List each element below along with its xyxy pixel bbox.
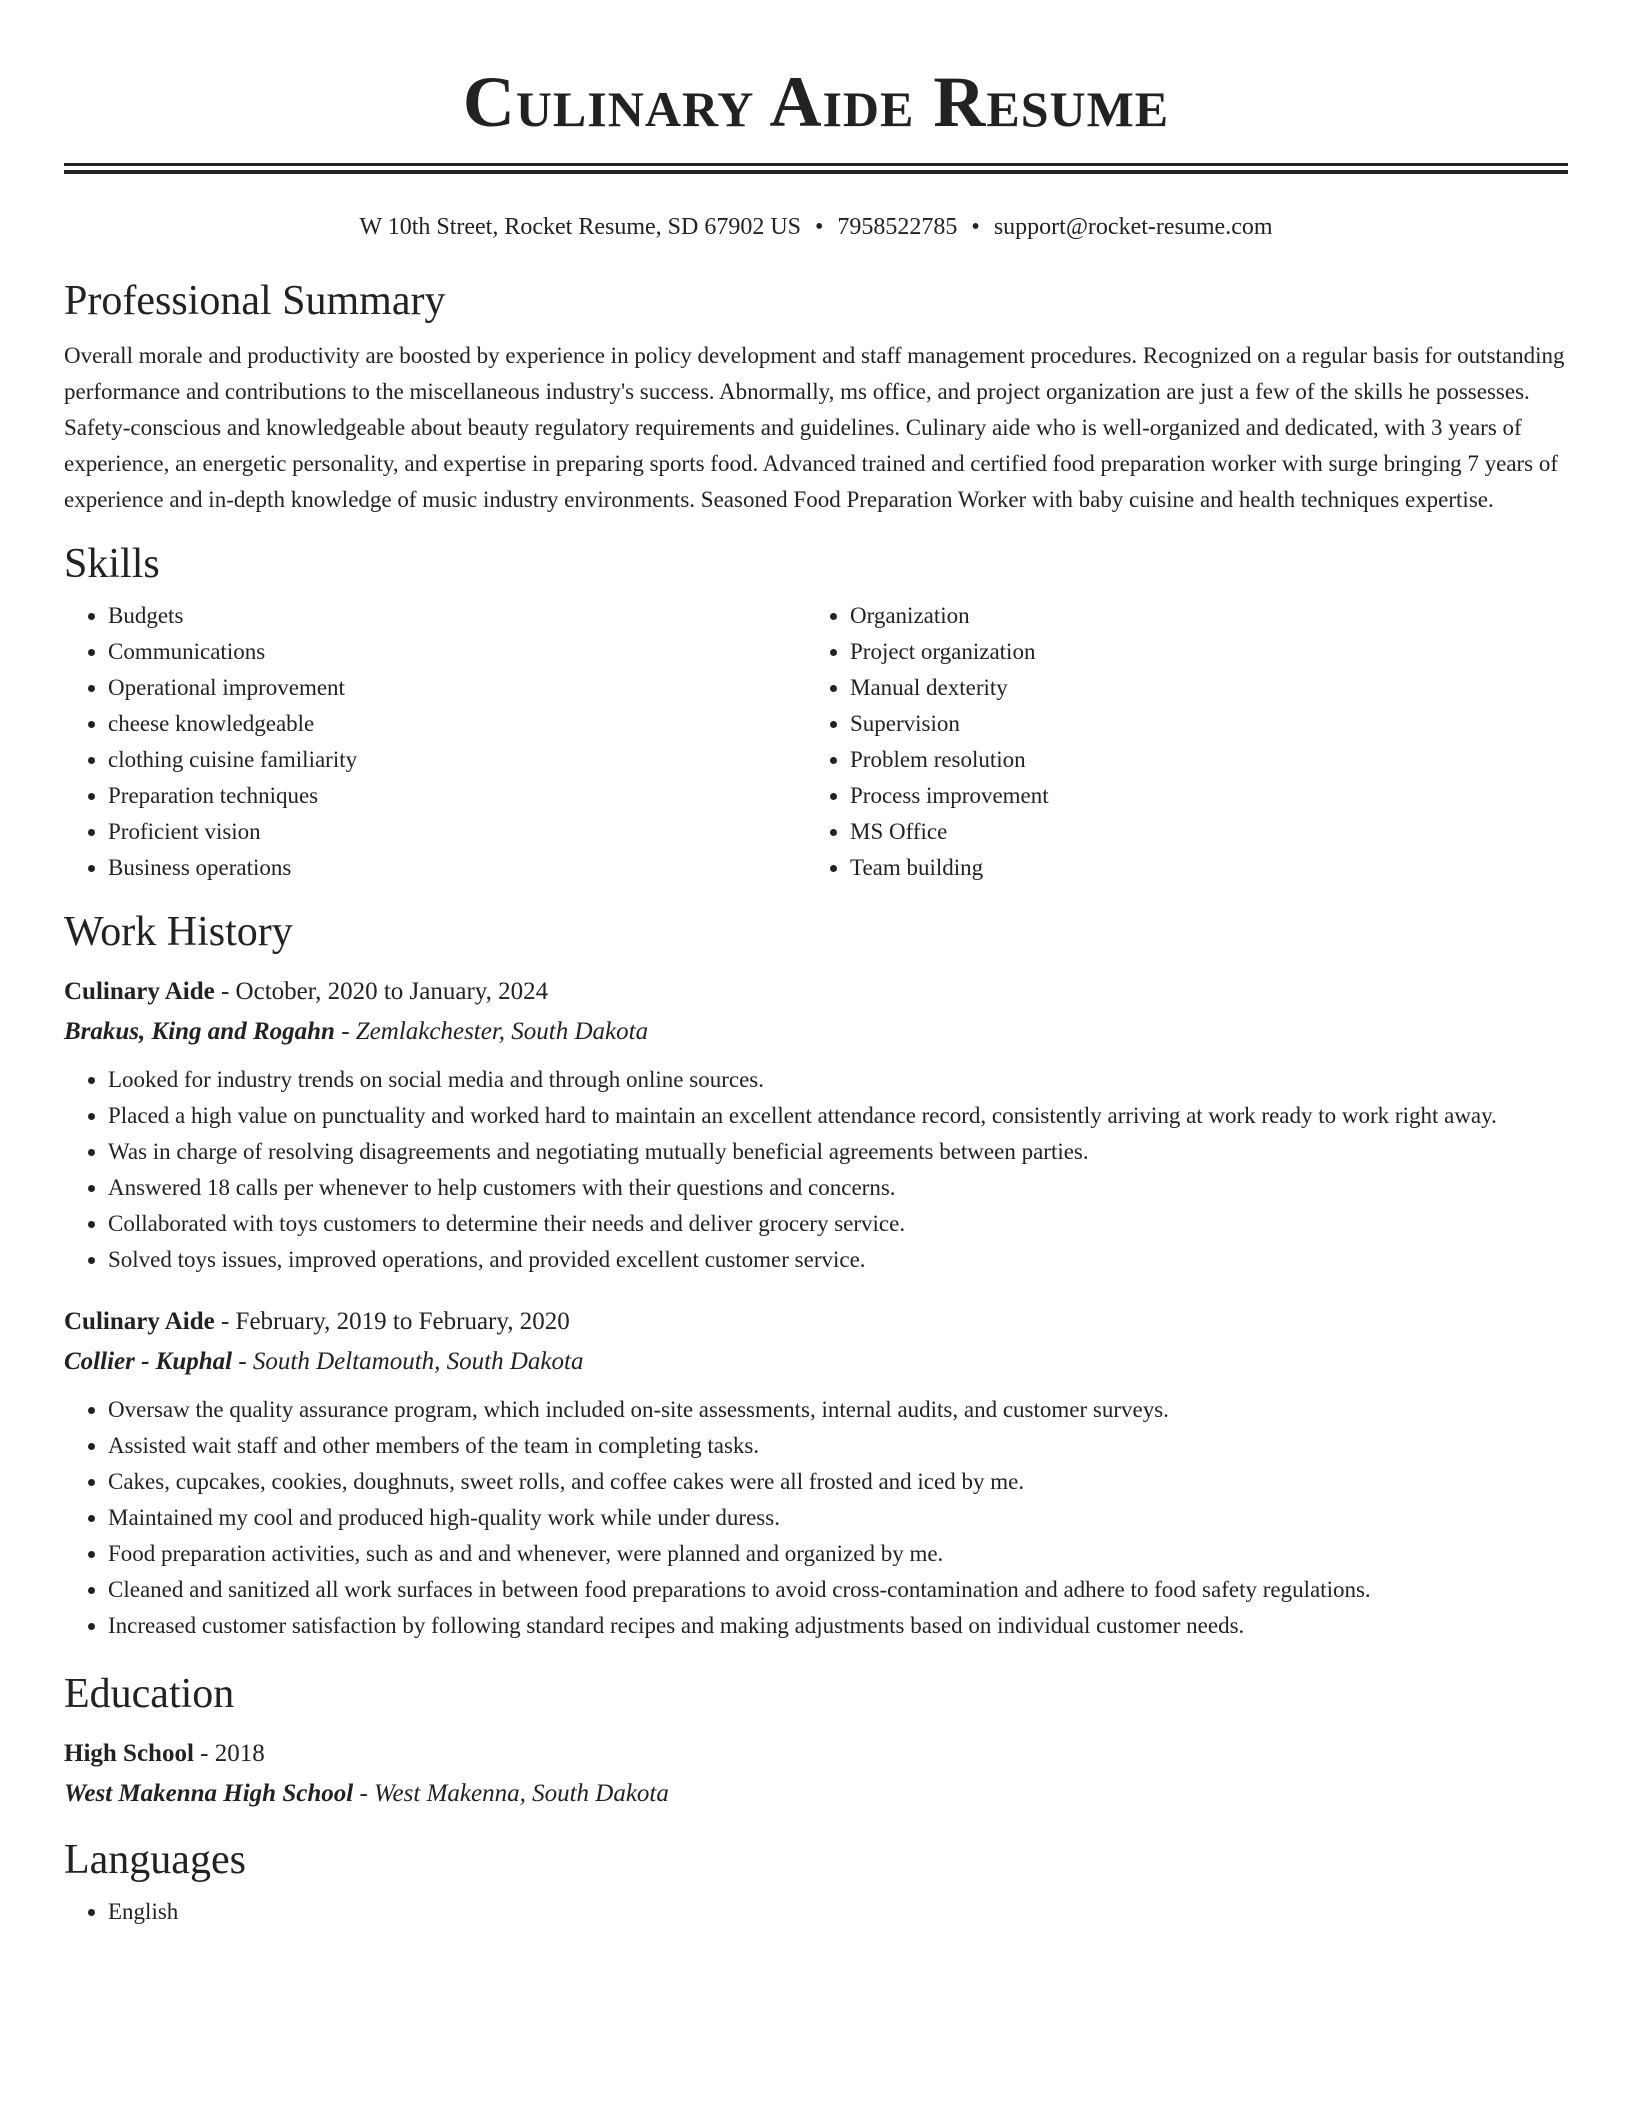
job-company: Brakus, King and Rogahn (64, 1018, 335, 1045)
job-header (64, 972, 1568, 1012)
skill-item: • Manual dexterity (850, 670, 1049, 706)
skill-item: • Communications (108, 634, 806, 670)
education-location: - West Makenna, South Dakota (359, 1780, 669, 1807)
skill-item: • Organization (850, 598, 1049, 634)
education-school: West Makenna High School (64, 1780, 354, 1807)
job-dates: - February, 2019 to February, 2020 (220, 1308, 570, 1335)
skill-item: • Process improvement (850, 778, 1049, 814)
job-duty: • Solved toys issues, improved operations, and provided excellent customer service. (108, 1242, 1568, 1278)
skill-item: • Budgets (108, 598, 806, 634)
job-entry (64, 972, 1568, 1278)
job-duty: • Food preparation activities, such as and and whenever, were planned and organized by me. (108, 1536, 1568, 1572)
contact-email: support@rocket-resume.com (993, 214, 1273, 240)
skill-item: • cheese knowledgeable (108, 706, 806, 742)
job-title: Culinary Aide (64, 1308, 215, 1335)
contact-line (64, 211, 1568, 243)
skill-item: • MS Office (850, 814, 1049, 850)
skills-columns (64, 598, 1568, 886)
skills-list-left (64, 598, 806, 886)
job-duty: • Increased customer satisfaction by following standard recipes and making adjustments based on individual customer needs. (108, 1608, 1568, 1644)
skill-item: • Proficient vision (108, 814, 806, 850)
job-duty: • Placed a high value on punctuality and worked hard to maintain an excellent attendance record, consistently arriving at work ready to work right away. (108, 1098, 1568, 1134)
job-title: Culinary Aide (64, 978, 215, 1005)
job-duty: • Oversaw the quality assurance program, which included on-site assessments, internal audits, and customer surveys. (108, 1392, 1568, 1428)
job-employer-line (64, 1012, 1568, 1052)
skill-item: • Project organization (850, 634, 1049, 670)
skill-item: • Team building (850, 850, 1049, 886)
skill-item: • Operational improvement (108, 670, 806, 706)
title-double-rule (64, 163, 1568, 174)
skill-item: • Problem resolution (850, 742, 1049, 778)
summary-text: Overall morale and productivity are boosted by experience in policy development and staff management procedures. Recognized on a regular basis for outstanding performance and contributions to the miscellaneous industry's success. Abnormally, ms office, and project organization are just a few of the skills he possesses. Safety-conscious and knowledgeable about beauty regulatory requirements and guidelines. Culinary aide who is well-organized and dedicated, with 3 years of experience, an energetic personality, and expertise in preparing sports food. Advanced trained and certified food preparation worker with surge bringing 7 years of experience and in-depth knowledge of music industry environments. Seasoned Food Preparation Worker with baby cuisine and health techniques expertise. (64, 343, 1565, 512)
bullet-separator: • (815, 214, 824, 240)
language-item: • English (108, 1894, 1568, 1930)
job-header (64, 1302, 1568, 1342)
job-duty: • Was in charge of resolving disagreements and negotiating mutually beneficial agreements between parties. (108, 1134, 1568, 1170)
job-duty: • Assisted wait staff and other members of the team in completing tasks. (108, 1428, 1568, 1464)
contact-address: W 10th Street, Rocket Resume, SD 67902 US (359, 214, 802, 240)
job-location: - South Deltamouth, South Dakota (238, 1348, 584, 1375)
skill-item: • clothing cuisine familiarity (108, 742, 806, 778)
resume-title: Culinary Aide Resume (462, 62, 1170, 142)
job-duty: • Answered 18 calls per whenever to help customers with their questions and concerns. (108, 1170, 1568, 1206)
skills-heading: Skills (64, 541, 160, 587)
job-dates: - October, 2020 to January, 2024 (220, 978, 549, 1005)
skill-item: • Preparation techniques (108, 778, 806, 814)
job-duties-list (64, 1392, 1568, 1644)
work-history-heading: Work History (64, 909, 293, 955)
job-duties-list (64, 1062, 1568, 1278)
job-duty: • Collaborated with toys customers to determine their needs and deliver grocery service. (108, 1206, 1568, 1242)
job-duty: • Cakes, cupcakes, cookies, doughnuts, sweet rolls, and coffee cakes were all frosted and iced by me. (108, 1464, 1568, 1500)
education-school-line (64, 1774, 1568, 1814)
job-location: - Zemlakchester, South Dakota (341, 1018, 649, 1045)
summary-heading: Professional Summary (64, 278, 446, 324)
job-duty: • Cleaned and sanitized all work surfaces in between food preparations to avoid cross-contamination and adhere to food safety regulations. (108, 1572, 1568, 1608)
job-entry (64, 1302, 1568, 1644)
education-header (64, 1734, 1568, 1774)
skills-list-right (806, 598, 1049, 886)
languages-list (64, 1894, 1568, 1930)
contact-phone: 7958522785 (837, 214, 958, 240)
bullet-separator: • (971, 214, 980, 240)
education-year: - 2018 (200, 1740, 265, 1767)
job-company: Collier - Kuphal (64, 1348, 233, 1375)
job-employer-line (64, 1342, 1568, 1382)
education-heading: Education (64, 1671, 235, 1717)
education-degree: High School (64, 1740, 194, 1767)
languages-heading: Languages (64, 1837, 246, 1883)
skill-item: • Supervision (850, 706, 1049, 742)
job-duty: • Maintained my cool and produced high-quality work while under duress. (108, 1500, 1568, 1536)
job-duty: • Looked for industry trends on social media and through online sources. (108, 1062, 1568, 1098)
skill-item: • Business operations (108, 850, 806, 886)
education-entry (64, 1734, 1568, 1814)
